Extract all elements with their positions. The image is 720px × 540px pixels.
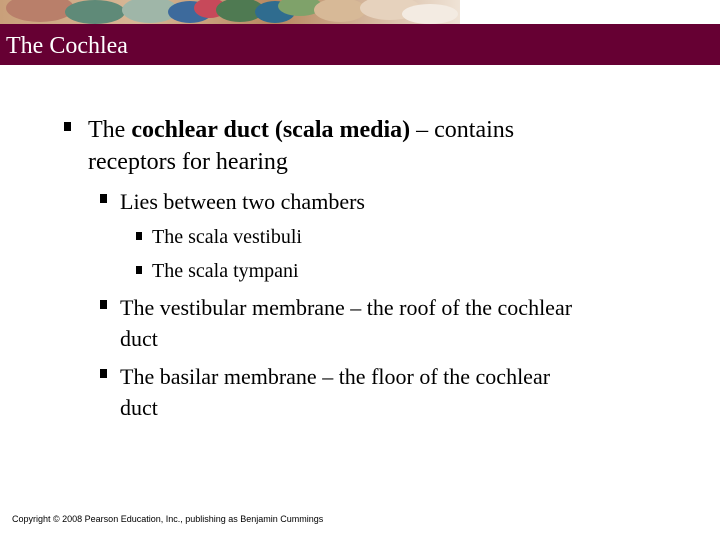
bullet-line: duct: [120, 395, 158, 420]
title-bar: [0, 24, 720, 65]
copyright-notice: Copyright © 2008 Pearson Education, Inc., publishing as Benjamin Cummings: [12, 514, 324, 524]
bullet-basilar-membrane: [120, 361, 550, 423]
bullet-line: The cochlear duct (scala media) – contains: [88, 117, 515, 143]
bold-term: cochlear duct (scala media): [131, 117, 411, 143]
bullet-line: duct: [120, 326, 158, 351]
bullet-scala-tympani: The scala tympani: [152, 260, 299, 282]
bullet-vestibular-membrane: [120, 292, 572, 354]
square-bullet-icon: [100, 300, 107, 309]
bullet-line: receptors for hearing: [88, 149, 288, 175]
bullet-cochlear-duct: [88, 114, 514, 178]
square-bullet-icon: [100, 194, 107, 203]
bullet-line: The vestibular membrane – the roof of the cochlear: [120, 295, 573, 320]
header-illustration: [0, 0, 460, 24]
bullet-scala-vestibuli: The scala vestibuli: [152, 226, 302, 248]
bullet-two-chambers: Lies between two chambers: [120, 189, 365, 214]
square-bullet-icon: [100, 369, 107, 378]
bullet-line: The basilar membrane – the floor of the cochlear: [120, 364, 551, 389]
square-bullet-icon: [64, 122, 71, 131]
square-bullet-icon: [136, 266, 142, 274]
slide-title: The Cochlea: [6, 33, 128, 59]
square-bullet-icon: [136, 232, 142, 240]
